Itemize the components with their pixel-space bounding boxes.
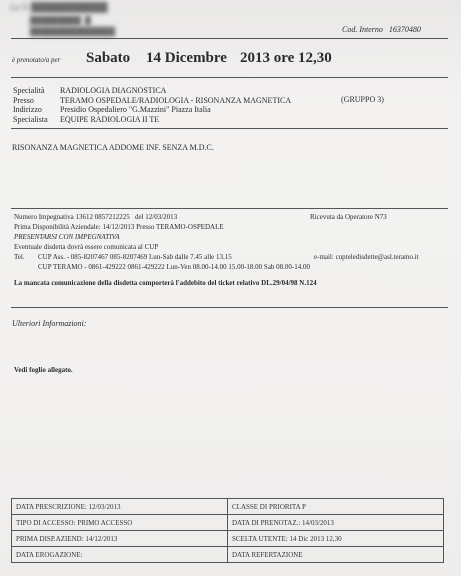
prenotato-label: è prenotato/a per bbox=[12, 56, 61, 64]
blurred-recipient bbox=[10, 2, 108, 12]
value-specialita: RADIOLOGIA DIAGNOSTICA bbox=[60, 86, 167, 95]
value-presso: TERAMO OSPEDALE/RADIOLOGIA - RISONANZA MAGNETICA bbox=[60, 95, 292, 105]
label-indirizzo: Indirizzo bbox=[13, 105, 42, 115]
cell-classe-priorita: CLASSE DI PRIORITA P bbox=[228, 499, 444, 515]
details-labels bbox=[13, 86, 48, 124]
cup-line-1: CUP Ass. - 085-8207467 085-8207469 Lun-Sab dalle 7.45 alle 13.15 bbox=[38, 253, 232, 261]
recipient-prefix: La Si bbox=[10, 2, 29, 12]
blurred-name-block: ████████████ bbox=[31, 2, 108, 12]
divider bbox=[11, 77, 448, 78]
ulteriori-label: Ulteriori Informazioni: bbox=[12, 319, 87, 328]
disdetta-note: Eventuale disdetta dovrà essere comunicata al CUP bbox=[14, 243, 159, 251]
cell-tipo-accesso: TIPO DI ACCESSO: PRIMO ACCESSO bbox=[12, 515, 228, 531]
divider bbox=[11, 128, 448, 129]
cod-interno-label: Cod. Interno bbox=[342, 25, 383, 34]
ricevuta-operatore: Ricevuta da Operatore N73 bbox=[310, 213, 387, 221]
cell-prima-disp: PRIMA DISP.AZIEND: 14/12/2013 bbox=[12, 531, 228, 547]
warning-note: La mancata comunicazione della disdetta comporterà l'addebito del ticket relativo DL.29/04/98 N.124 bbox=[14, 279, 317, 287]
del-value: 12/03/2013 bbox=[145, 213, 178, 221]
label-presso: Presso bbox=[13, 95, 34, 105]
value-indirizzo: Presidio Ospedaliero "G.Mazzini" Piazza Italia bbox=[60, 105, 211, 115]
blurred-address-line1: █████████ █ bbox=[30, 16, 91, 25]
divider bbox=[11, 38, 448, 39]
appointment-day: Sabato bbox=[86, 50, 131, 66]
blurred-address-line2: ███████████████ bbox=[30, 27, 116, 36]
label-specialista: Specialista bbox=[13, 114, 48, 124]
appointment-date: 14 Dicembre bbox=[146, 50, 227, 66]
vedi-foglio: Vedi foglio allegato. bbox=[14, 366, 73, 374]
cell-data-erogazione: DATA EROGAZIONE: bbox=[12, 547, 228, 563]
table-row bbox=[12, 531, 444, 547]
presentarsi-note: PRESENTARSI CON IMPEGNATIVA bbox=[14, 233, 120, 241]
exam-name: RISONANZA MAGNETICA ADDOME INF. SENZA M.D.C. bbox=[12, 143, 214, 152]
table-row bbox=[12, 499, 444, 515]
details-values bbox=[60, 86, 291, 124]
table-row bbox=[12, 515, 444, 531]
numero-impegnativa bbox=[14, 213, 177, 221]
numero-label: Numero Impegnativa bbox=[14, 213, 74, 221]
value-specialista: EQUIPE RADIOLOGIA II TE bbox=[60, 114, 160, 124]
email-link[interactable]: e-mail: cupteledisdette@asl.teramo.it bbox=[314, 253, 419, 261]
divider bbox=[11, 307, 448, 308]
appointment-time: 2013 ore 12,30 bbox=[240, 50, 332, 66]
cup-line-2: CUP TERAMO - 0861-429222 0861-429222 Lun-Ven 08.00-14.00 15.00-18.00 Sab 08.00-14.00 bbox=[38, 263, 311, 271]
cell-data-refertazione: DATA REFERTAZIONE bbox=[228, 547, 444, 563]
numero-value: 13612 0857212225 bbox=[75, 213, 130, 221]
summary-table bbox=[11, 498, 444, 563]
tel-label: Tel. bbox=[14, 253, 25, 261]
cod-interno-value: 16370480 bbox=[388, 25, 421, 34]
cell-scelta-utente: SCELTA UTENTE: 14 Dic 2013 12,30 bbox=[228, 531, 444, 547]
cell-data-prescrizione: DATA PRESCRIZIONE: 12/03/2013 bbox=[12, 499, 228, 515]
label-specialita: Specialità bbox=[13, 86, 45, 95]
divider bbox=[11, 208, 448, 209]
prima-disponibilita: Prima Disponibilità Aziendale: 14/12/2013 Presso TERAMO-OSPEDALE bbox=[14, 223, 224, 231]
group-label: (GRUPPO 3) bbox=[341, 95, 384, 104]
cod-interno bbox=[342, 25, 421, 34]
table-row bbox=[12, 547, 444, 563]
del-label: del bbox=[134, 213, 144, 221]
cell-data-prenotazione: DATA DI PRENOTAZ.: 14/03/2013 bbox=[228, 515, 444, 531]
